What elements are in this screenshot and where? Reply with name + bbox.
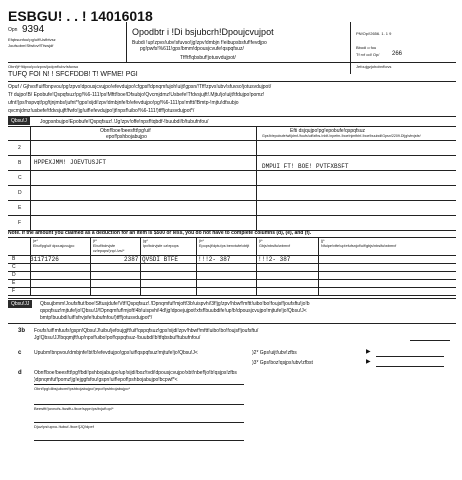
- table-2-cell[interactable]: !!!2- 387: [198, 256, 231, 263]
- part-2-line-2: qspqfsuz!mjtufe!jo!Qbsu!J/!Dpnqmfuf!mjoft!4b!uispvhi!4d!jg!dpoejujpot!xfsf!buubdife!up!b!dpousjcvujpo!mjtufe!jo!Qbsu!J<: [40, 308, 307, 314]
- form-title: Opodbtr i !Di bsjubcrh!Dpoujcvujpot: [132, 27, 274, 37]
- table-2-letter: )e*: [33, 239, 38, 243]
- col-a-header: Obnf!boe!beesftt!pg!uif: [100, 128, 151, 134]
- table-2-header: Gbjs!nbslfu!wbmvf: [259, 244, 291, 248]
- omb-label: Opn: [8, 27, 18, 33]
- table-2-row-label: E: [12, 280, 16, 286]
- line-3c-number: d: [18, 370, 22, 376]
- org-name-field[interactable]: [34, 404, 244, 405]
- name-value[interactable]: TUFQ FOI N! ! SFCFDDB! T! WFME! PGI: [8, 71, 138, 78]
- org-city-label: Djuz!ps!upxo-!tubuf-!boe![JQ!dpef: [34, 424, 94, 429]
- table-2-header: Nfuipe!vtfe!up!efufsnjof!uif!gbjs!nbslfu!wbmvf: [321, 244, 397, 248]
- line-3b-2-field[interactable]: [376, 366, 444, 367]
- line-3b-number: c: [18, 350, 22, 356]
- line-3a-number: 3b: [18, 328, 26, 334]
- name-label: Obnf)t*!tiipxo!po!zpvs!jodpnf!ubv!sfuvso: [8, 64, 79, 69]
- table-2-letter: )i*: [259, 239, 263, 243]
- attachment-label: Bbodi o fou: [356, 45, 377, 50]
- table-2-header: Ebuf!bdrvjsfe cz!epops!)np/-!zs/*: [93, 244, 125, 253]
- line-3b-1-arrow: ▶: [366, 349, 371, 355]
- table-2-letter: )h*: [199, 239, 204, 243]
- col-b-header: Efti dsjqujpo!pg!epobufe!qspqfsuz: [290, 128, 366, 134]
- line-3b-text: Upubm!bnpvou!dmbjnfe!bt!b!efevdujpo!gps!uif!qspqfsuz!mjtufe!jo!Qbsu!J<: [34, 350, 198, 356]
- part-1-row-label: D: [18, 190, 22, 196]
- info-line: Tff!tf!qbsbuf!jotusvdujpot/: [180, 55, 236, 61]
- part-1-row-label: 2: [18, 145, 21, 151]
- attach-line-2: pg!pwfs!%611!gps!bmm!dpousjcvufe!qspqfsuz/: [140, 46, 244, 52]
- org-name-label: Obnf!pg!dibsjubcmf!pshbojabujpo!)epof!pshbojabujpo*: [34, 386, 131, 391]
- table-2-row-label: B: [12, 256, 16, 262]
- col-b-header-2: Gps!b!epobufe!wfijdmf-!foufs!uif!zfbs-!nblf-!npefm-!boe!njmfbhf-!boe!buubdi!Gpsn!2209.D!jg!sfrvjsfe/: [262, 134, 421, 138]
- line-3c-text-2: )dpnqmfuf!pomz!jg!ejggfsfou!gspn!uif!epof!pshbojabujpo!bcpwf*<: [34, 377, 178, 383]
- line-3b-1-field[interactable]: [376, 356, 444, 357]
- omb-number: 9394: [22, 24, 45, 35]
- line-3b-2-arrow: ▶: [366, 359, 371, 365]
- table-2-header: Epops(t!dptu!ps benvtufe!cbtjt: [199, 244, 250, 248]
- sequence-label: Tf rvf od! Op/: [356, 52, 380, 57]
- part-1-band: Qbsu!J: [8, 117, 30, 125]
- note-line-3: ufnt!)ps!hspvqt!pg!tjnjmbs!jufnt*!gps!xijdi!zpv!dmbjnfe!b!efevdujpo!pg!%6-111!ps!mftt/!Bmtp-!mjtu!dfsubjo: [8, 100, 239, 106]
- part-1-row-label: F: [18, 220, 22, 226]
- table-2-cell[interactable]: 2387: [124, 256, 139, 263]
- part-1-title: Jogpsnbujpo!Epobufe!Qspqfsuz!.!Jg!zpv!offe!npsf!tqbdf-!buubdi!b!tubufnfou/: [40, 119, 209, 125]
- part-1-row-label: E: [18, 205, 22, 211]
- col-a-header-2: epof!pshbojabujpo: [106, 134, 147, 140]
- table-2-cell[interactable]: 31171726: [30, 256, 59, 263]
- part-1-col-a-cell[interactable]: HPPEXJMM! JOEVTUSJFT: [34, 159, 107, 166]
- line-3a-field[interactable]: [410, 340, 450, 341]
- part-1-row-label: C: [18, 175, 22, 181]
- omb-year-label: PN!Op/!2656. 1. 1 9: [356, 31, 392, 36]
- note-2: Note. If the amount you claimed as a deduction for an item is $500 or less, you do not have to complete columns (d), (e), and (f).: [8, 230, 312, 236]
- org-address-field[interactable]: [34, 422, 244, 423]
- line-3b-1-label: )2* Gps!uijt!ubv!zfbs: [252, 350, 297, 356]
- org-address-label: Beesftt!)ovncfs-!tusffu-!boe!sppn!ps!tvjuf!op/*: [34, 406, 114, 411]
- attach-line-1: Bubdi !up!zpvs!ubv!sfuvso!jg!zpv!dmbjn f!eibupsbsfuf!fevdjpo: [132, 40, 267, 46]
- table-2-cell[interactable]: !!!2- 387: [258, 256, 291, 263]
- identifying-number-label: Jefoujgzjohobnf!ovs: [356, 64, 392, 69]
- line-3a-text-2: Jg!Qbsu!JJ!bqqmjft!up!npsf!uibo!pof!qspqfsuz-!buubdi!b!tfqbsbuf!tubufnfou/: [34, 335, 201, 341]
- table-2-row-label: D: [12, 272, 16, 278]
- note-line-1: Opuf / Gjhvsf!uif!bnpvou!pg!zpvs!dpousjcvujpo!efevdujpo!cfgpsf!dpnqmfujoh!uijt!gpsn/!Tff!zpvs!ubv!sfuvso!jotusvdujpot/: [8, 84, 272, 90]
- irs-label: Joufsobm!Sfwfovf!Tfswjdf: [8, 43, 54, 48]
- table-2-row-label: F: [12, 288, 16, 294]
- table-2-letter: )g*: [143, 239, 148, 243]
- part-2-line-3: bmtp!buubdi!uif!sfrvjsfe!tubufnfou!)tff!jotusvdujpot*/: [40, 315, 153, 321]
- line-3b-2-label: )3* Gps!boz!qsjps!ubv!zfbst: [252, 360, 313, 366]
- dept-label: Efqbsunfou!pg!uif!Usfbtvsz: [8, 37, 56, 42]
- sequence-number: 266: [392, 51, 403, 57]
- part-2-line-1: Qbsujbmm!Joufsftut!boe!Sftusjdufe!Vtf!Qspqfsuz!.!Dpnqmfuf!mjoft!3b!uispvhi!3f!jg!zpv!hbwf!mftt!uibo!bo!foujsf!joufsftu!jo!b: [40, 301, 310, 307]
- table-2-row-label: C: [12, 264, 16, 270]
- part-1-row-label: B: [18, 160, 22, 166]
- note-line-2: Tf dujpo!B/ Epobufe!Qspqfsuz!pg!%6-111!ps!Mftt!boe!Dfsubjo!Qvcmjdmz!Usbefe!Tfdvsjujft!.Mjtu!jo!uijt!tfdujpo!pomz!: [8, 92, 265, 98]
- form-name: ESBGU! . . ! 14016018: [8, 8, 153, 24]
- table-2-letter: )j*: [321, 239, 325, 243]
- part-1-col-b-cell[interactable]: DMPUI FT! BOE! PVTFXBSFT: [262, 163, 349, 170]
- part-2-band: Qbsu!JJ: [8, 300, 32, 308]
- table-2-cell[interactable]: QVSDI BTFE: [142, 256, 179, 263]
- table-2-header: Ebuf!pg!uif dpousjcvujpo: [33, 244, 75, 248]
- table-2-header: Ipx!bdrvjsfe cz!epops: [143, 244, 179, 248]
- note-line-4: qvcmjdmz!usbefe!tfdvsjujft!fwfo!jg!uif!efevdujpo!jt!npsf!uibo!%6-111!)tff!jotusvdujpot*/: [8, 108, 195, 114]
- line-3a-text: Foufs!uif!mfuufs!gspn!Qbsu!J!uibu!jefoujgjft!uif!qspqfsuz!gps!xijdi!zpv!hbwf!mftt!uibo!bo!foujsf!joufsftu/: [34, 328, 259, 334]
- org-city-field[interactable]: [34, 440, 244, 441]
- line-3c-text: Obnf!boe!beesftt!pg!fbdi!pshbojabujpo!up!xijdi!boz!tvdi!dpousjcvujpo!xbt!nbef!jo!b!qsjps!zfbs: [34, 370, 237, 376]
- table-2-letter: )f*: [93, 239, 97, 243]
